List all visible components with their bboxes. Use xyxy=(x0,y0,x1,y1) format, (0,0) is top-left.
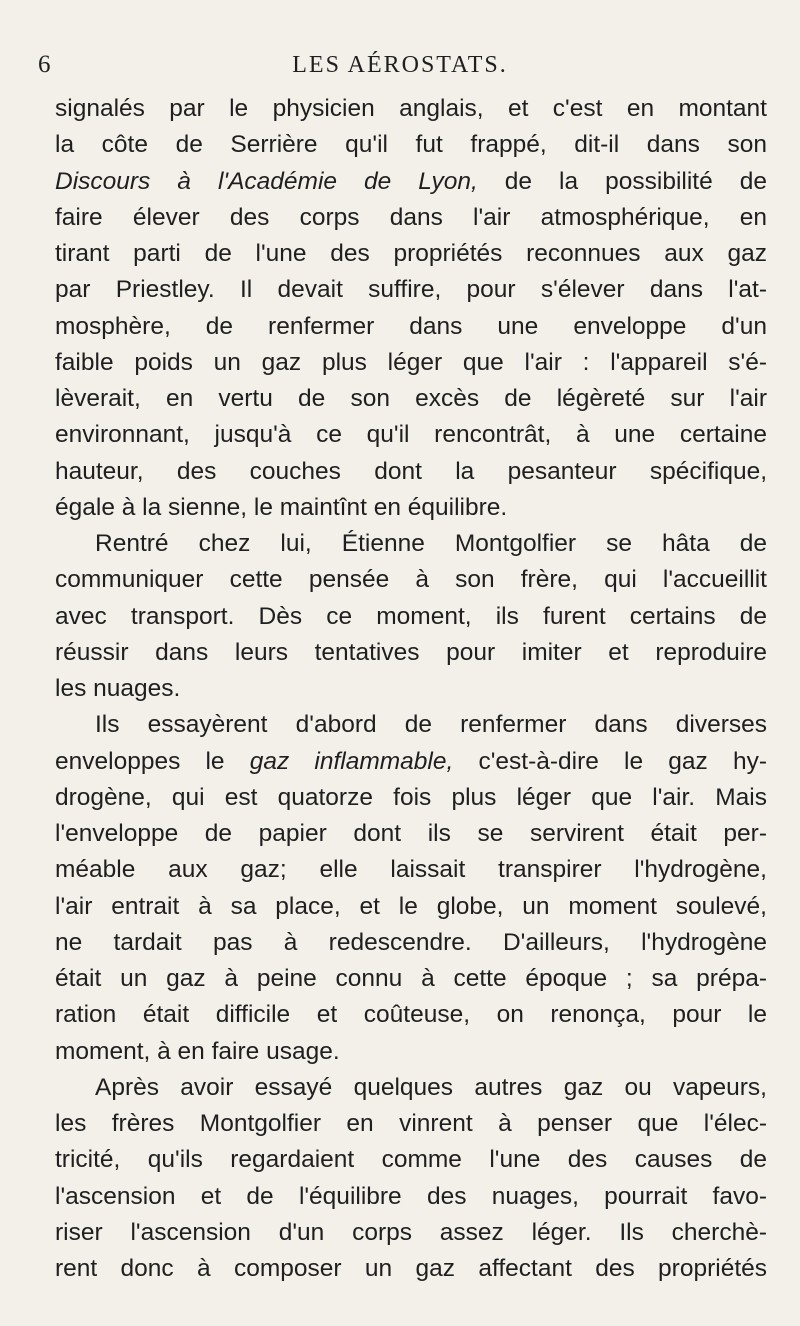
text-line: l'enveloppe de papier dont ils se servirent était per- xyxy=(55,820,767,847)
text-line: les frères Montgolfier en vinrent à penser que l'élec- xyxy=(55,1110,767,1137)
text-span: de la possibilité de xyxy=(477,167,767,195)
paragraph-start: Rentré chez lui, Étienne Montgolfier se hâta de xyxy=(95,530,767,557)
italic-title: Discours à l'Académie de Lyon, xyxy=(55,167,478,195)
text-line: les nuages. xyxy=(55,675,181,702)
text-line: hauteur, des couches dont la pesanteur spécifique, xyxy=(55,457,767,485)
paragraph-start: Après avoir essayé quelques autres gaz ou vapeurs, xyxy=(95,1073,767,1101)
text-line: ne tardait pas à redescendre. D'ailleurs, l'hydrogène xyxy=(55,928,767,956)
text-line: l'ascension et de l'équilibre des nuages, pourrait favo- xyxy=(55,1182,767,1210)
text-line: environnant, jusqu'à ce qu'il rencontrât, à une certaine xyxy=(55,421,767,449)
text-line: réussir dans leurs tentatives pour imiter et reproduire xyxy=(55,638,767,666)
text-line: mosphère, de renfermer dans une enveloppe d'un xyxy=(55,312,767,340)
text-span: c'est-à-dire le gaz hy- xyxy=(453,747,767,775)
page-number: 6 xyxy=(38,51,51,78)
text-line: égale à la sienne, le maintînt en équilibre. xyxy=(55,493,508,521)
text-line: signalés par le physicien anglais, et c'est en montant xyxy=(55,95,767,122)
body-text xyxy=(55,91,767,1287)
text-line: par Priestley. Il devait suffire, pour s'élever dans l'at- xyxy=(55,276,767,304)
paragraph-start: Ils essayèrent d'abord de renfermer dans diverses xyxy=(95,711,767,739)
text-line: avec transport. Dès ce moment, ils furent certains de xyxy=(55,602,767,630)
page-header xyxy=(38,50,762,80)
text-line: la côte de Serrière qu'il fut frappé, dit-il dans son xyxy=(55,131,767,159)
text-line: moment, à en faire usage. xyxy=(55,1037,340,1065)
text-line: lèverait, en vertu de son excès de légèreté sur l'air xyxy=(55,385,767,412)
text-line: drogène, qui est quatorze fois plus léger que l'air. Mais xyxy=(55,783,767,811)
italic-term: gaz inflammable, xyxy=(249,747,454,775)
text-line: faible poids un gaz plus léger que l'air : l'appareil s'é- xyxy=(55,348,767,376)
text-line: faire élever des corps dans l'air atmosphérique, en xyxy=(55,203,767,231)
text-span: enveloppes le xyxy=(55,747,250,775)
text-line: méable aux gaz; elle laissait transpirer l'hydrogène, xyxy=(55,856,767,884)
text-line: tricité, qu'ils regardaient comme l'une des causes de xyxy=(55,1146,767,1174)
text-line: communiquer cette pensée à son frère, qui l'accueillit xyxy=(55,566,767,594)
running-head: LES AÉROSTATS. xyxy=(292,52,508,78)
text-line: l'air entrait à sa place, et le globe, un moment soulevé, xyxy=(55,892,767,920)
text-line: ration était difficile et coûteuse, on renonça, pour le xyxy=(55,1001,767,1029)
text-line xyxy=(55,164,767,200)
text-line xyxy=(55,744,767,780)
text-line: tirant parti de l'une des propriétés reconnues aux gaz xyxy=(55,240,767,267)
text-line: était un gaz à peine connu à cette époque ; sa prépa- xyxy=(55,965,767,992)
text-line: rent donc à composer un gaz affectant des propriétés xyxy=(55,1255,767,1282)
text-line: riser l'ascension d'un corps assez léger. Ils cherchè- xyxy=(55,1218,767,1246)
